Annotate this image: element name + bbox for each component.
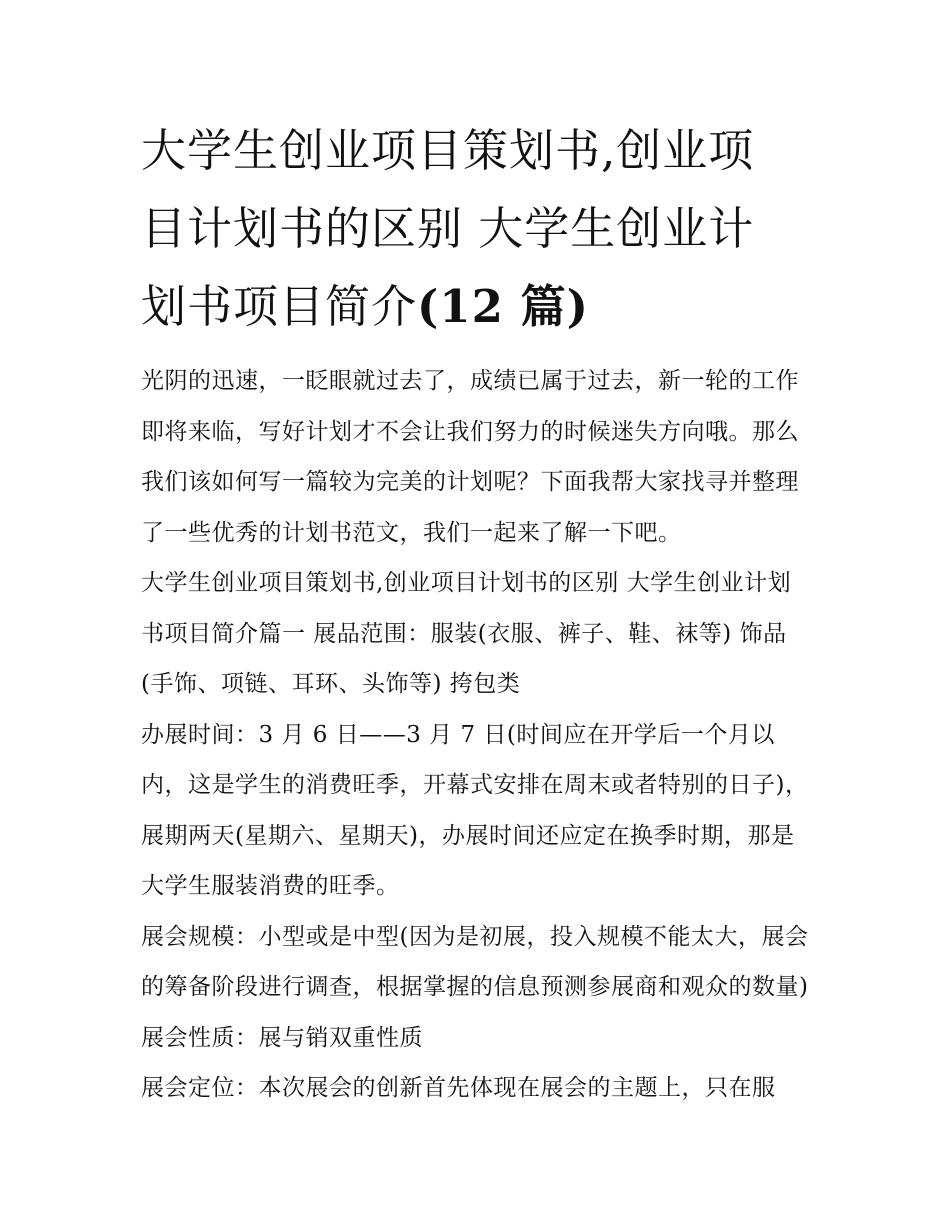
title-line-3: 划书项目简介 bbox=[141, 280, 418, 333]
document-title bbox=[141, 112, 813, 346]
paragraph-exhibit-scale: 展会规模：小型或是中型(因为是初展，投入规模不能太大，展会的筹备阶段进行调查，根据掌握的信息预测参展商和观众的数量) 展会性质：展与销双重性质 bbox=[141, 923, 817, 1051]
title-line-2: 目计划书的区别 大学生创业计 bbox=[141, 202, 755, 255]
paragraph-exhibit-positioning: 展会定位：本次展会的创新首先体现在展会的主题上，只在服 bbox=[141, 1075, 776, 1101]
document-page bbox=[141, 112, 817, 1114]
title-line-1: 大学生创业项目策划书,创业项 bbox=[141, 124, 755, 177]
title-line-3-count: (12 篇) bbox=[417, 280, 589, 333]
document-body bbox=[141, 356, 817, 1114]
paragraph-exhibit-time: 办展时间：3 月 6 日——3 月 7 日(时间应在开学后一个月以内，这是学生的消费旺季，开幕式安排在周末或者特别的日子)，展期两天(星期六、星期天)，办展时间还应定在换季时期，那是大学生服装消费的旺季。 bbox=[141, 721, 809, 899]
paragraph-exhibit-range: 大学生创业项目策划书,创业项目计划书的区别 大学生创业计划书项目简介篇一 展品范围：服装(衣服、裤子、鞋、袜等) 饰品(手饰、项链、耳环、头饰等) 挎包类 bbox=[141, 570, 792, 697]
paragraph-intro: 光阴的迅速，一眨眼就过去了，成绩已属于过去，新一轮的工作即将来临，写好计划才不会让我们努力的时候迷失方向哦。那么我们该如何写一篇较为完美的计划呢？下面我帮大家找寻并整理了一些优秀的计划书范文，我们一起来了解一下吧。 bbox=[141, 368, 799, 546]
